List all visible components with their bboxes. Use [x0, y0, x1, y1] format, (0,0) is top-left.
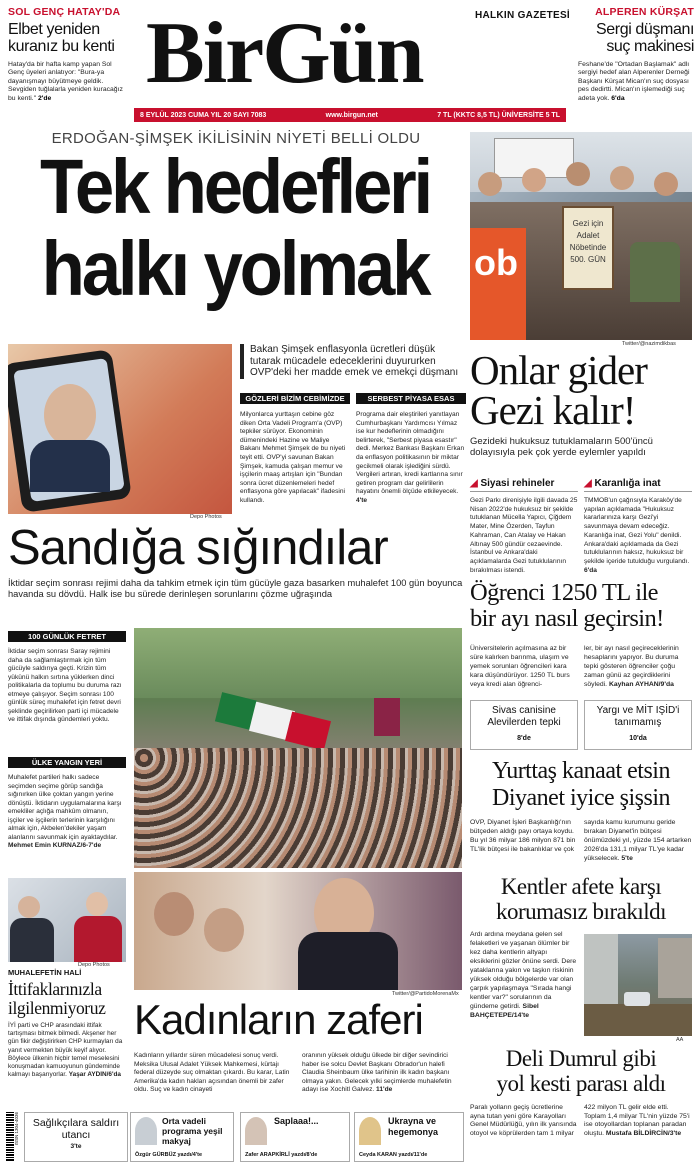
author-avatar-karan: [359, 1117, 381, 1145]
gezi-article[interactable]: [470, 347, 692, 458]
sheinbaum-photo[interactable]: [134, 872, 462, 990]
car: [624, 992, 650, 1006]
left-teaser-body: Hatay'da bir hafta kamp yapan Sol Genç üyeleri anlatıyor: "Bura-ya dayanışmayı büyütmeye geldik. Sevgiden tuğlalarla yeniden kuracağız bu kenti.": [8, 61, 123, 102]
diyanet-text2: sayıda kamu kurumunu geride bırakan Diyanet'in bütçesi önümüzdeki yıl, yüzde 154 artarken 2026'da 131,1 milyar TL'ye kadar yükselecek.: [584, 819, 692, 862]
ogrenci-text1: Üniversitelerin açılmasına az bir süre kalırken barınma, ulaşım ve yemek sorunları öğrencileri kara kara düşündürüyor. 1250 TL burs veya kredi alan öğrenci-: [470, 645, 570, 688]
main-headline[interactable]: [22, 146, 447, 310]
box-sivas[interactable]: [470, 700, 578, 750]
kentler-title1: Kentler afete karşı: [500, 874, 662, 899]
footer-ukrayna-author: Ceyda KARAN yazdı/11'de: [359, 1152, 428, 1158]
gezi-sub2: ◢ Karanlığa inat TMMOB'un çağrısıyla Karaköy'de yapılan açıklamada "Hukuksuz kararlarınıza karşı Gezi'yi savunmaya devam edeceğiz. Karanlığa inat, Gezi Yolu" denildi. Ankara'daki açıklamada da Gezi tutuklularının haksız, hukuksuz bir şekilde içeride tutulduğu vurgulandı. 6'da: [584, 478, 692, 575]
box-sivas-ref: 8'de: [517, 735, 531, 742]
sub1-label: GÖZLERİ BİZİM CEBİMİZDE: [240, 393, 350, 404]
wheelchair-person: [630, 242, 680, 302]
sub2: [356, 388, 466, 506]
gezi-sub2-label: Karanlığa inat: [594, 478, 661, 489]
yangin-author: Mehmet Emin KURNAZ/6-7'de: [8, 842, 102, 849]
muhalefet[interactable]: [8, 968, 126, 1079]
gezi-photo[interactable]: [470, 132, 692, 340]
diyanet-text1: OVP, Diyanet İşleri Başkanlığı'nın bütçeden aldığı payı ortaya koydu. Bu yıl 36 milyar 186 milyon 871 bin TL'lik bütçesi ile bakanlıklar ve çok: [470, 819, 576, 853]
main-headline-line2: halkı yolmak: [41, 226, 429, 312]
left-teaser-title: Elbet yeniden kuranız bu kenti: [8, 21, 115, 55]
price: 7 TL (KKTC 8,5 TL) ÜNİVERSİTE 5 TL: [437, 111, 560, 119]
mexico-photo-credit: Twitter/@PartidoMorenaMx: [392, 991, 459, 997]
footer-saglik[interactable]: [24, 1112, 128, 1162]
flood-photo[interactable]: [584, 934, 692, 1036]
footer-ukrayna-title: Ukrayna ve hegemonya: [388, 1116, 439, 1137]
sub2-ref: 4'te: [356, 496, 368, 504]
ogrenci-title[interactable]: [470, 580, 692, 632]
masthead-logo[interactable]: [146, 4, 570, 106]
simsek-photo-credit: Depo Photos: [190, 514, 222, 520]
sub1: [240, 388, 350, 506]
banner-maroon: [374, 698, 400, 736]
right-teaser-title: Sergi düşmanı suç makinesi: [596, 21, 694, 55]
footer-ovp-author: Özgür GÜRBÜZ yazdı/4'te: [135, 1152, 203, 1158]
ogrenci-text2: ler, bir ayı nasıl geçireceklerinin hesaplarını yapıyor. Bu duruma tepki gösteren öğrenciler çoğu zaman günü az geçirdiklerini söyledi.: [584, 645, 679, 688]
box-yargi-title: Yargı ve MİT IŞİD'i tanımamış: [596, 705, 680, 728]
footer-saplaaa-author: Zafer ARAPKİRLİ yazdı/8'de: [245, 1152, 318, 1158]
footer-saglik-title: Sağlıkçılara saldırı utancı: [32, 1117, 120, 1141]
simsek-photo[interactable]: [8, 344, 232, 514]
diyanet-title2: Diyanet iyice şişsin: [492, 785, 670, 811]
man-figure: [10, 918, 54, 962]
footer-ukrayna[interactable]: [354, 1112, 464, 1162]
mexico-bottom-title[interactable]: Kadınların zaferi: [134, 996, 423, 1043]
author-avatar-gurbuz: [135, 1117, 157, 1145]
flag-red: [285, 712, 331, 751]
sub2-text: Programa dair eleştirileri yanıtlayan Cumhurbaşkanı Yardımcısı Yılmaz ise kur hedeflerinin olmadığını belirterek, "Serbest piyasa esastır" dedi. Merkez Bankası Başkanı Erkan da enflasyon politikasının bir miktar gecikmeli olarak işlediğini sürdü. Vergileri artıran, kredi kartlarına sınır getiren program dar gelirlilerin hayatını önemli ölçüde etkileyecek.: [356, 411, 465, 496]
left-teaser-ref: 2'de: [38, 94, 52, 102]
fetret-text: İktidar seçim sonrası Saray rejimini daha da sağlamlaştırmak için tüm gücüyle saldırıya geçti. Krizin tüm yükünü halkın sırtına yüklerken dinci politikalarla da toplumu bu duruma razı etmeye çalışıyor. Seçim sonrası 100 günlük süreç muhalefet için fetret devri şeklinde geçirilirken parti içi mücadele ve ittifak dışında gündemleri yoktu.: [8, 648, 122, 723]
left-teaser[interactable]: [8, 6, 128, 103]
mexico-text1: Kadınların yıllardır süren mücadelesi sonuç verdi. Meksika Ulusal Adalet Yüksek Mahkemesi, kürtajı federal düzeyde suç olmaktan çıkardı. Bu karar, Latin Amerika'da kadın hakları açısından önemli bir zafer oldu. Suç ve kadın cinayeti: [134, 1052, 290, 1093]
mexico-text2: oranının yüksek olduğu ülkede bir diğer sevindirici haber ise solcu Devlet Başkanı Obrador'un halefi Claudia Sheinbaum ülke tarihinin ilk kadın başkanı olmaya yakın. Gelecek yılki seçimlerde muhalefetin adayı ise Xochitl Galvez.: [302, 1052, 452, 1093]
main-headline-line1: Tek hedefleri: [40, 144, 430, 230]
diyanet-title1: Yurttaş kanaat etsin: [492, 758, 670, 784]
dateline-bar: [134, 108, 566, 122]
box-yargi-ref: 10'da: [629, 735, 647, 742]
diyanet-title[interactable]: [470, 758, 692, 812]
gezi-photo-credit: Twitter/@nazimdikbas: [622, 341, 676, 347]
masthead-name: BirGün: [146, 5, 423, 102]
box-yargi[interactable]: [584, 700, 692, 750]
right-teaser-ref: 6'da: [611, 94, 625, 102]
mexico-ref: 11'de: [376, 1086, 393, 1093]
crowd-photo[interactable]: [134, 628, 462, 868]
gezi-sub1-text: Gezi Parkı direnişiyle ilgili davada 25 Nisan 2022'de hukuksuz bir şekilde tutuklanan Mücella Yapıcı, Çiğdem Mater, Mine Özerden, Tayfun Kahraman, Can Atalay ve Hakan Altınay 500 gündür cezaevinde. İstanbul ve Ankara'daki açıklamalarda Gezi tutuklularının bırakılması istendi.: [470, 497, 578, 574]
yangin: [8, 752, 126, 851]
right-teaser[interactable]: [578, 6, 694, 103]
footer-ovp-title: Orta vadeli programa yeşil makyaj: [162, 1116, 223, 1146]
gezi-sub2-text: TMMOB'un çağrısıyla Karaköy'de yapılan açıklamada "Hukuksuz kararlarınıza karşı Gezi'yi savunmaya devam edeceğiz. Karanlığa inat, Gezi Yolu" denildi. Ankara'daki açıklamada da Gezi tutuklularının haksız, hukuksuz bir şekilde içeride tutulduğu vurgulandı.: [584, 497, 690, 565]
gezi-title1: Onlar gider: [470, 347, 647, 393]
gezi-sub1-label: Siyasi rehineler: [480, 478, 555, 489]
dateline: 8 EYLÜL 2023 CUMA YIL 20 SAYI 7083: [140, 111, 267, 119]
diyanet-ref: 5'te: [621, 855, 633, 862]
sub2-label: SERBEST PİYASA ESAS: [356, 393, 466, 404]
sign-board: Gezi için Adalet Nöbetinde 500. GÜN: [562, 206, 614, 290]
main-lead: Bakan Şimşek enflasyonla ücretleri düşük tutarak mücadele edeceklerini duyururken OVP'deki her madde emek ve emekçi düşmanı: [240, 344, 466, 379]
muhalefet-kicker: MUHALEFETİN HALİ: [8, 968, 82, 977]
gezi-sub1: ◢ Siyasi rehineler Gezi Parkı direnişiyle ilgili davada 25 Nisan 2022'de hukuksuz bir şekilde tutuklanan Mücella Yapıcı, Çiğdem Mater, Mine Özerden, Tayfun Kahraman, Can Atalay ve Hakan Altınay 500 gündür cezaevinde. İstanbul ve Ankara'daki açıklamalarda Gezi tutuklularının bırakılması istendi.: [470, 478, 578, 574]
footer-saglik-ref: 3'te: [70, 1143, 82, 1150]
left-teaser-kicker: SOL GENÇ HATAY'DA: [8, 6, 121, 18]
right-teaser-body: Feshane'de "Ortadan Başlamak" adlı sergiyi hedef alan Alperenler Derneği Başkanı Kürşat Mican'ın suç dosyası pes dedirtti. Mican'ın işlemediği suç adeta yok.: [578, 61, 690, 102]
durmul-text1: Paralı yolların geçiş ücretlerine ayna tutan yeni göre Karayolları Genel Müdürlüğü, yılın ilk yarısında otoyol ve köprülerden tam 1 milyar: [470, 1104, 577, 1137]
yangin-text: Muhalefet partileri halkı sadece seçimden seçime görüp sandığa sığınırken ülke çoktan yangın yerine dönüştü. İktidarın uygulamalarına karşı emekliler açlığa mahkûm olmanın, işçiler ve işçilerin terlerinin karşılığını almak için, Akbelen'dekiler yaşam alanlarını savunmak için ayaktaydılar.: [8, 774, 122, 841]
muhalefet-text: İYİ parti ve CHP arasındaki ittifak tartışması bitmek bilmedi. Akşener her gün fikir değiştirirken CHP kurmayları da yanıt vermekten büyük keyif alıyor. Böylece ülkenin hiçbir temel meselesini konuşmadan kamuoyunun gündeminde kalmayı başarıyorlar.: [8, 1022, 123, 1079]
muhalefet-photo[interactable]: [8, 878, 126, 962]
durmul-title1: Deli Dumrul gibi: [505, 1046, 657, 1071]
woman-figure: [74, 916, 122, 962]
gezi-lead: Gezideki hukuksuz tutuklamaların 500'üncü dolayısıyla pek çok yerde eylemler yapıldı: [470, 436, 653, 458]
durmul-text2: 422 milyon TL gelir elde etti. Toplam 1,4 milyar TL'nin yüzde 75'i ise otoyollardan toplanan paradan oluştu.: [584, 1104, 690, 1137]
woman-raising-fist: [298, 932, 398, 990]
ogrenci-title1: Öğrenci 1250 TL ile: [470, 579, 658, 606]
durmul-title2: yol kesti parası aldı: [496, 1071, 666, 1096]
durmul-author: Mustafa BİLDİRCİN/3'te: [605, 1129, 682, 1137]
durmul-title[interactable]: [470, 1046, 692, 1096]
barcode-text: ISSN 1304-4036: [14, 1112, 19, 1146]
right-teaser-kicker: ALPEREN KÜRŞAT: [595, 6, 694, 18]
orange-sign: ob: [470, 228, 526, 340]
masthead-tagline: HALKIN GAZETESİ: [474, 10, 570, 21]
fetret-label: 100 GÜNLÜK FETRET: [8, 631, 126, 642]
mexico-lead: İktidar seçim sonrası rejimi daha da tahkim etmek için tüm gücüyle gaza basarken muhalefet 100 gün boyunca havanda su dövdü. Halk ise bu sürede derinleşen sorunlarını çözme uğraşında: [8, 578, 463, 599]
kentler-title[interactable]: [470, 874, 692, 924]
person-face: [44, 384, 96, 446]
fetret: [8, 626, 126, 725]
footer-saplaaa[interactable]: [240, 1112, 350, 1162]
barcode: [6, 1112, 14, 1162]
kentler-author: Sibel BAHÇETEPE/14'te: [470, 1003, 539, 1019]
ogrenci-title2: bir ayı nasıl geçirsin!: [470, 605, 664, 632]
footer-ovp[interactable]: [130, 1112, 234, 1162]
muhalefet-author: Yaşar AYDIN/6'da: [68, 1071, 121, 1079]
website[interactable]: www.birgun.net: [325, 111, 378, 119]
main-kicker: ERDOĞAN-ŞİMŞEK İKİLİSİNİN NİYETİ BELLİ OLDU: [51, 130, 421, 147]
author-avatar-arapkirli: [245, 1117, 267, 1145]
yangin-label: ÜLKE YANGIN YERİ: [8, 757, 126, 768]
kentler-title2: korumasız bırakıldı: [496, 899, 666, 924]
ogrenci-author: Kayhan AYHAN/9'da: [608, 681, 674, 688]
gezi-sub2-ref: 6'da: [584, 566, 597, 574]
box-sivas-title: Sivas canisine Alevilerden tepki: [487, 705, 561, 728]
footer-saplaaa-title: Saplaaa!...: [274, 1116, 319, 1126]
mexico-headline[interactable]: Sandığa sığındılar: [8, 521, 388, 575]
muhalefet-photo-credit: Depo Photos: [78, 962, 110, 968]
flood-photo-credit: AA: [676, 1037, 684, 1043]
gezi-title2: Gezi kalır!: [470, 387, 636, 433]
muhalefet-title: İttifaklarınızla ilgilenmiyoruz: [8, 979, 106, 1018]
kentler-text: Ardı ardına meydana gelen sel felaketleri ve yaşanan ölümler bir kez daha kentlerin altyapı eksiklerini gözler önüne serdi. Dere yataklarına yakın ve taşkın riskinin yüksek olduğu bölgelerde var olan çarpık yapılaşmaya "Sırada hangi kentler var?" sorularının da gündeme getirdi.: [470, 931, 577, 1010]
sub1-text: Milyonlarca yurttaşın cebine göz diken Orta Vadeli Program'a (OVP) tepkiler sürüyor. Ekonominin dümenindeki Hazine ve Maliye Bakanı Mehmet Şimşek de bu niyeti teyit etti. OVP'yi savunan Bakan Şimşek, kamuda çalışan memur ve işçilerin maaş artışları için "Bundan sonra ücret düzenlemeleri hedef enflasyona göre yapılacak" ifadesini kullandı.: [240, 411, 346, 504]
